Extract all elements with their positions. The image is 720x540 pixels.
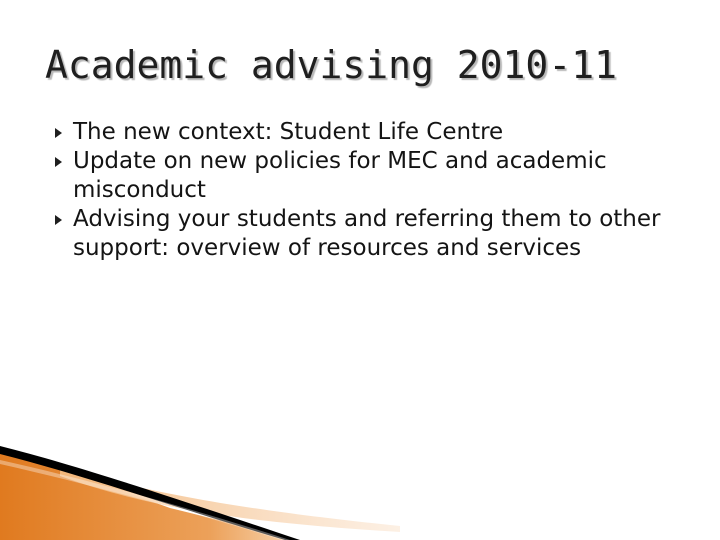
decorative-swoosh	[0, 420, 420, 540]
slide-title: Academic advising 2010-11	[45, 43, 617, 87]
bullet-item	[55, 147, 695, 205]
triangle-bullet-icon	[55, 128, 62, 138]
triangle-bullet-icon	[55, 215, 62, 225]
bullet-item	[55, 118, 695, 147]
bullet-text: The new context: Student Life Centre	[73, 119, 504, 145]
bullet-list	[55, 118, 695, 263]
triangle-bullet-icon	[55, 157, 62, 167]
bullet-text: Advising your students and referring them to other support: overview of resources and services	[73, 206, 661, 261]
bullet-text: Update on new policies for MEC and academic misconduct	[73, 148, 607, 203]
bullet-item	[55, 205, 695, 263]
